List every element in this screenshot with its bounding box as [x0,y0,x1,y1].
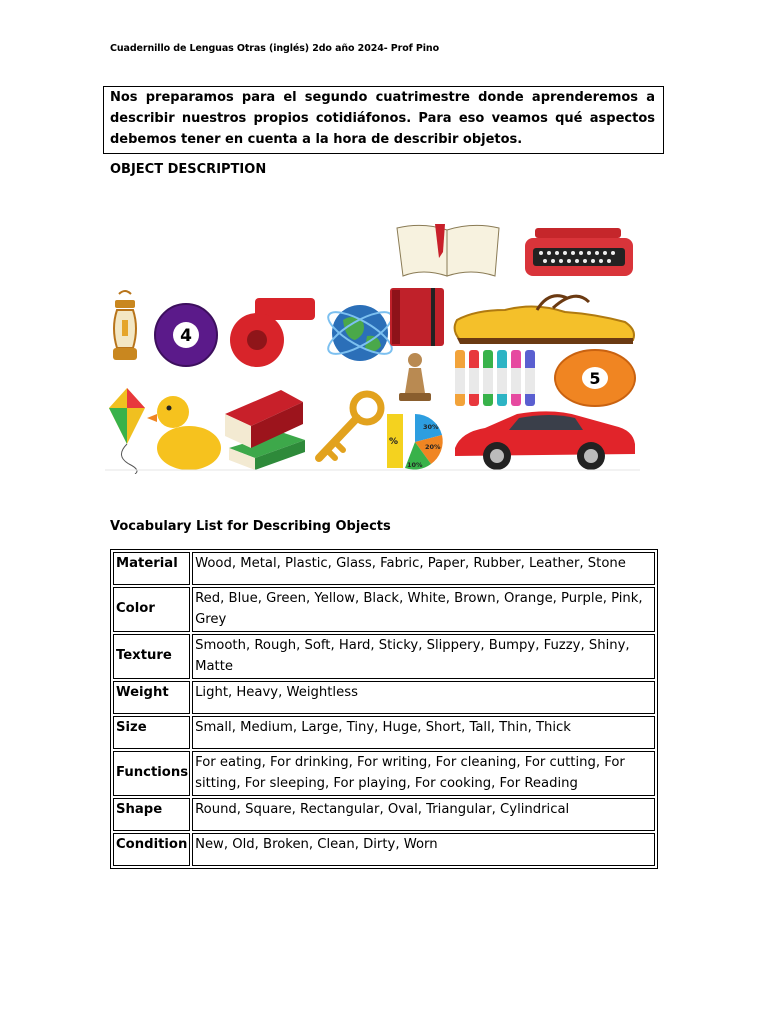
whistle-icon [230,298,315,367]
table-row [113,681,655,714]
pie-pct-label: % [389,437,399,447]
key-icon [319,394,381,458]
row-value-condition: New, Old, Broken, Clean, Dirty, Worn [192,833,655,866]
table-row [113,587,655,632]
globe-icon [323,305,397,362]
row-label-weight: Weight [113,681,190,714]
pie-30-label: 30% [423,423,439,431]
table-row [113,552,655,585]
billiard-ball-four-icon [155,304,217,366]
shoe-icon [455,296,634,344]
objects-illustration [105,218,640,474]
typewriter-icon [525,228,633,276]
pie-chart-icon [387,414,443,470]
pie-10-label: 10% [407,461,423,469]
pie-20-label: 20% [425,443,441,451]
table-row [113,833,655,866]
row-value-shape: Round, Square, Rectangular, Oval, Triangular, Cylindrical [192,798,655,831]
table-row [113,716,655,749]
table-row [113,751,655,796]
row-label-material: Material [113,552,190,585]
row-value-texture: Smooth, Rough, Soft, Hard, Sticky, Slippery, Bumpy, Fuzzy, Shiny, Matte [192,634,655,679]
row-label-size: Size [113,716,190,749]
books-stack-icon [225,390,305,470]
page-header: Cuadernillo de Lenguas Otras (inglés) 2do año 2024- Prof Pino [110,43,439,54]
row-label-functions: Functions [113,751,190,796]
markers-icon [455,350,535,406]
intro-box: Nos preparamos para el segundo cuatrimestre donde aprenderemos a describir nuestros propios cotidiáfonos. Para eso veamos qué aspectos debemos tener en cuenta a la hora de describir objetos. [103,86,664,154]
row-label-shape: Shape [113,798,190,831]
rubber-duck-icon [147,396,221,470]
vocab-table [110,549,658,869]
row-label-color: Color [113,587,190,632]
table-row [113,798,655,831]
open-book-icon [397,224,499,276]
billiard-ball-five-icon [555,350,635,406]
lantern-icon [113,291,137,360]
vocab-title: Vocabulary List for Describing Objects [110,519,391,534]
chess-piece-icon [399,353,431,401]
sports-car-icon [455,411,635,470]
row-value-functions: For eating, For drinking, For writing, For cleaning, For cutting, For sitting, For sleeping, For playing, For cooking, For Reading [192,751,655,796]
row-value-color: Red, Blue, Green, Yellow, Black, White, Brown, Orange, Purple, Pink, Grey [192,587,655,632]
ball-four-label: 4 [180,326,192,346]
row-value-size: Small, Medium, Large, Tiny, Huge, Short, Tall, Thin, Thick [192,716,655,749]
red-notebook-icon [390,288,444,346]
row-value-weight: Light, Heavy, Weightless [192,681,655,714]
kite-icon [109,388,145,474]
section-title: OBJECT DESCRIPTION [110,162,267,177]
table-row [113,634,655,679]
row-label-condition: Condition [113,833,190,866]
row-label-texture: Texture [113,634,190,679]
row-value-material: Wood, Metal, Plastic, Glass, Fabric, Paper, Rubber, Leather, Stone [192,552,655,585]
ball-five-label: 5 [589,369,601,388]
